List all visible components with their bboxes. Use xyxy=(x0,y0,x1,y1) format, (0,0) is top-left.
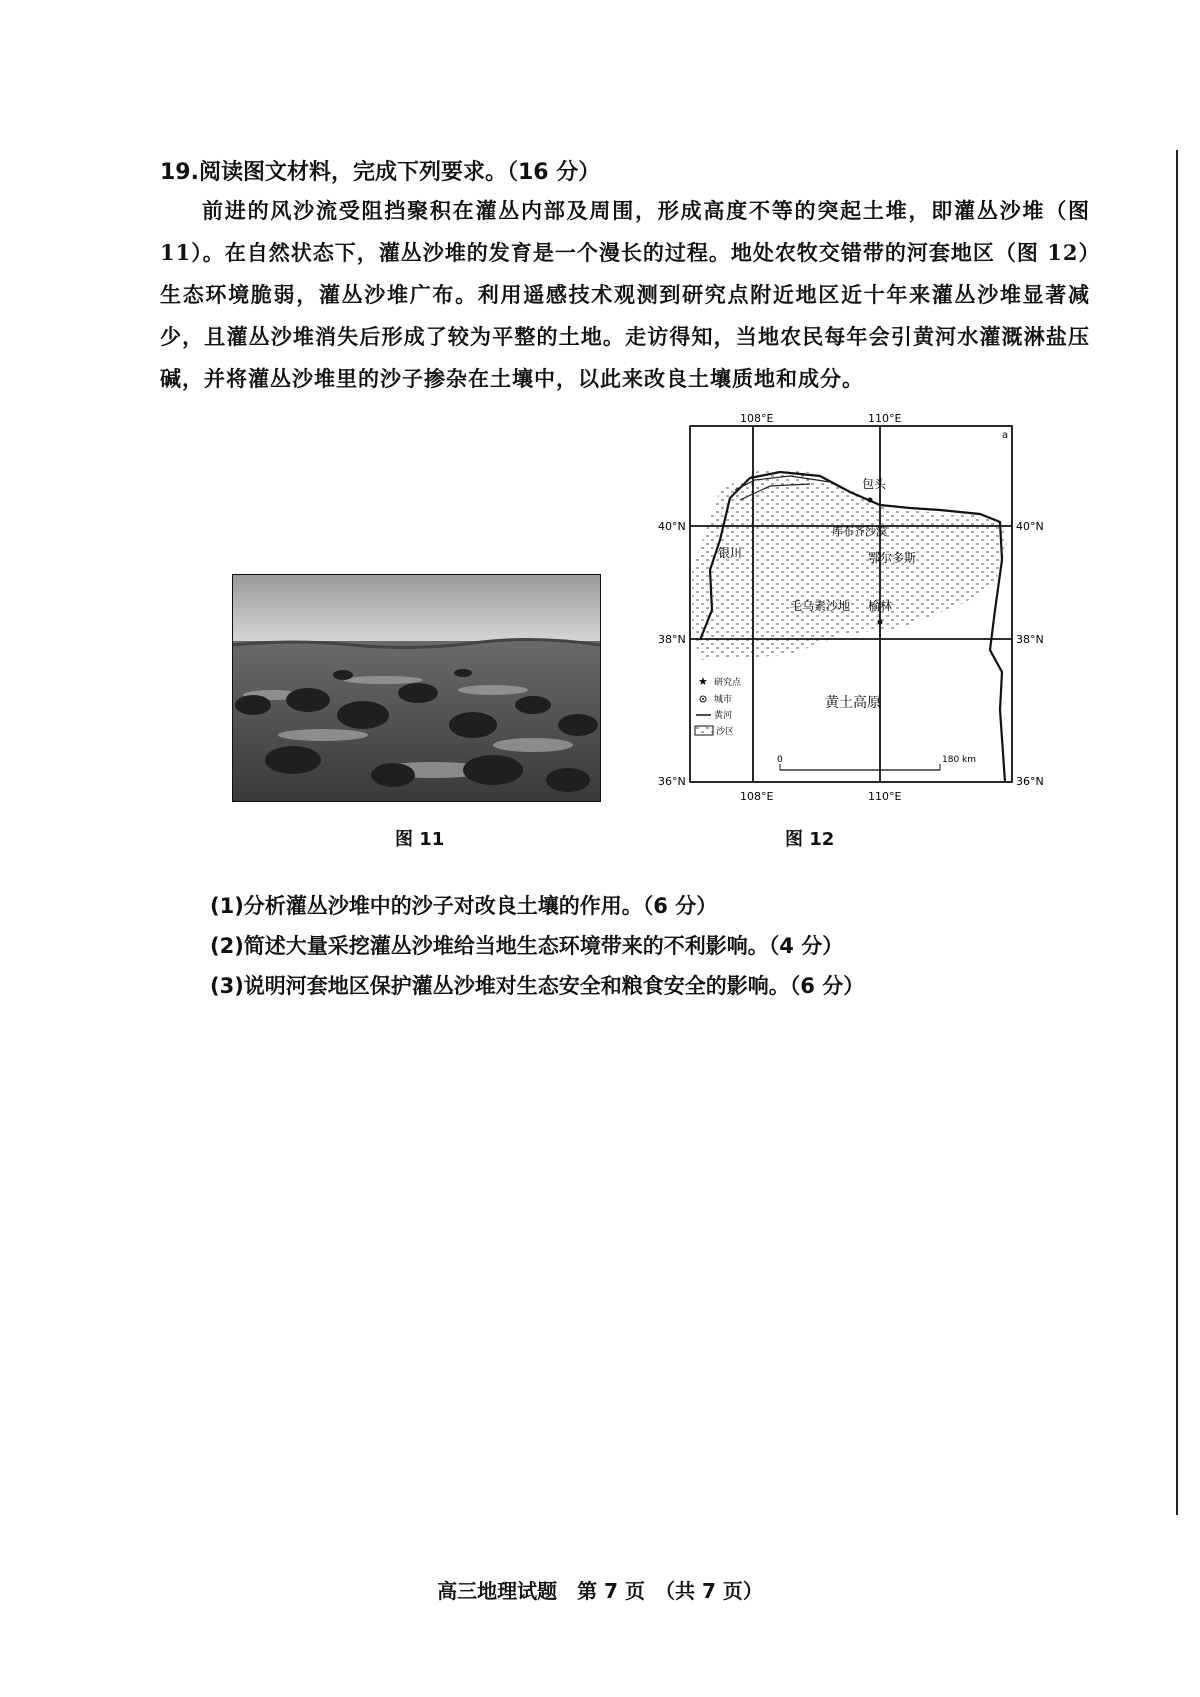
yulin-city-marker xyxy=(878,620,883,625)
lat-label-38-left: 38°N xyxy=(658,633,686,646)
map-corner-label: a xyxy=(1002,430,1009,441)
place-yinchuan: 银川 xyxy=(718,546,743,560)
page-footer: 高三地理试题 第 7 页 （共 7 页） xyxy=(437,1579,763,1603)
sub-question-3: (3)说明河套地区保护灌丛沙堆对生态安全和粮食安全的影响。（6 分） xyxy=(210,974,865,998)
sub-question-2: (2)简述大量采挖灌丛沙堆给当地生态环境带来的不利影响。（4 分） xyxy=(210,934,844,958)
lon-label-108-bottom: 108°E xyxy=(740,790,774,803)
lat-label-40-left: 40°N xyxy=(658,520,686,533)
lat-label-38-right: 38°N xyxy=(1016,633,1044,646)
scale-start: 0 xyxy=(777,755,783,765)
legend-city: 城市 xyxy=(714,695,733,705)
legend-river: 黄河 xyxy=(714,711,733,721)
place-loess-plateau: 黄土高原 xyxy=(825,695,881,711)
lon-label-110-top: 110°E xyxy=(868,412,902,425)
question-title: 19.阅读图文材料，完成下列要求。（16 分） xyxy=(160,160,601,185)
legend-sand: 沙区 xyxy=(716,727,735,737)
figure-11-photo xyxy=(232,574,601,802)
place-yulin: 榆林 xyxy=(868,599,893,613)
sub-question-1: (1)分析灌丛沙堆中的沙子对改良土壤的作用。（6 分） xyxy=(210,894,718,918)
page-edge-line xyxy=(1176,150,1178,1515)
figure-11-caption: 图 11 xyxy=(395,829,445,850)
place-muus: 毛乌素沙地 xyxy=(790,599,851,613)
question-passage: 前进的风沙流受阻挡聚积在灌丛内部及周围，形成高度不等的突起土堆，即灌丛沙堆（图 11）。在自然状态下，灌丛沙堆的发育是一个漫长的过程。地处农牧交错带的河套地区（图 12）生态环境脆弱，灌丛沙堆广布。利用遥感技术观测到研究点附近地区近十年来灌丛沙堆显著减少，且灌丛沙堆消失后形成了较为平整的土地。走访得知，当地农民每年会引黄河水灌溉淋盐压碱，并将灌丛沙堆里的沙子掺杂在土壤中，以此来改良土壤质地和成分。 xyxy=(160,198,1090,391)
place-baotou: 包头 xyxy=(862,477,887,491)
legend-study-point: 研究点 xyxy=(714,678,742,688)
lon-label-110-bottom: 110°E xyxy=(868,790,902,803)
lat-label-40-right: 40°N xyxy=(1016,520,1044,533)
sand-swatch-icon xyxy=(695,726,713,735)
baotou-city-marker xyxy=(868,498,873,503)
place-ordos: 鄂尔多斯 xyxy=(868,551,917,565)
figure-12-caption: 图 12 xyxy=(785,829,835,850)
lon-label-108-top: 108°E xyxy=(740,412,774,425)
scale-end: 180 km xyxy=(942,755,977,765)
place-kubuqi: 库布齐沙漠 xyxy=(832,525,887,538)
star-icon: ★ xyxy=(698,675,708,688)
figure-12-map xyxy=(640,410,1044,810)
lat-label-36-right: 36°N xyxy=(1016,775,1044,788)
lat-label-36-left: 36°N xyxy=(658,775,686,788)
